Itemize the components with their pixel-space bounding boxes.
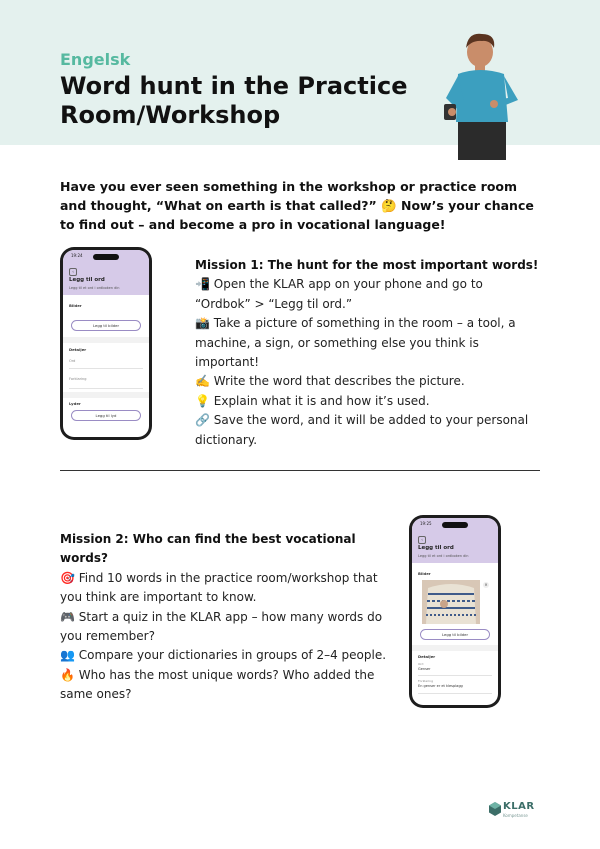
images-label: Bilder — [418, 571, 431, 576]
mission-1-title: Mission 1: The hunt for the most important words! — [195, 258, 539, 272]
back-icon[interactable]: ‹ — [418, 536, 426, 544]
intro-text: Have you ever seen something in the workshop or practice room and thought, “What on earth is that called?” 🤔 Now’s your chance to find out – and become a pro in vocational language! — [60, 179, 534, 232]
description-input[interactable]: Forklaring — [69, 377, 87, 381]
word-field-label: Ord — [418, 662, 424, 666]
header-band — [0, 0, 600, 145]
mission-1-step: 🔗 Save the word, and it will be added to your personal dictionary. — [195, 413, 529, 447]
sounds-label: Lyder — [69, 401, 81, 406]
mission-2-step: 🎮 Start a quiz in the KLAR app – how many words do you remember? — [60, 609, 383, 644]
phone-mockup-word-filled — [409, 515, 501, 708]
description-field-label: Forklaring — [418, 679, 433, 683]
klar-logo — [489, 801, 549, 821]
sweater-photo — [422, 580, 480, 624]
section-separator — [63, 392, 149, 398]
details-label: Detaljer — [418, 654, 436, 659]
phone-screen — [412, 518, 498, 705]
dynamic-island — [442, 522, 468, 528]
mission-2-step: 👥 Compare your dictionaries in groups of 2–4 people. — [60, 648, 387, 663]
mission-1 — [195, 256, 540, 450]
logo-mark-icon — [489, 802, 501, 816]
screen-subtitle: Legg til et ord i ordboken din — [418, 554, 469, 558]
phone-mockup-add-word — [60, 247, 152, 440]
mission-1-step: ✍️ Write the word that describes the picture. — [195, 374, 465, 389]
field-divider — [418, 693, 492, 694]
screen-subtitle: Legg til et ord i ordboken din — [69, 286, 120, 290]
person-illustration — [428, 26, 528, 160]
details-label: Detaljer — [69, 347, 87, 352]
phone-screen — [63, 250, 149, 437]
status-time: 19:24 — [71, 253, 83, 258]
remove-image-icon[interactable]: × — [484, 582, 488, 587]
images-label: Bilder — [69, 303, 82, 308]
mission-2-step: 🎯 Find 10 words in the practice room/workshop that you think are important to know. — [60, 570, 378, 605]
mission-2-step: 🔥 Who has the most unique words? Who added the same ones? — [60, 667, 375, 702]
mission-2 — [60, 530, 390, 705]
dynamic-island — [93, 254, 119, 260]
page-title: Word hunt in the Practice Room/Workshop — [60, 72, 408, 129]
mission-1-step: 💡 Explain what it is and how it’s used. — [195, 393, 430, 408]
screen-title: Legg til ord — [418, 545, 454, 551]
field-divider — [69, 368, 143, 369]
screen-title: Legg til ord — [69, 277, 105, 283]
description-input[interactable]: En genser er et klesplagg — [418, 684, 463, 688]
section-separator — [63, 337, 149, 343]
logo-name: KLAR — [503, 801, 535, 812]
add-sound-button[interactable]: Legg til lyd — [71, 410, 141, 421]
section-divider — [60, 470, 540, 471]
back-icon[interactable]: ‹ — [69, 268, 77, 276]
logo-tagline: Kompetanse — [503, 813, 528, 818]
status-time: 19:25 — [420, 521, 432, 526]
field-divider — [69, 388, 143, 389]
word-input[interactable]: Ord — [69, 359, 76, 363]
word-input[interactable]: Genser — [418, 667, 431, 671]
mission-2-title: Mission 2: Who can find the best vocational words? — [60, 532, 356, 566]
section-separator — [412, 645, 498, 651]
add-images-button[interactable]: Legg til bilder — [71, 320, 141, 331]
mission-1-step: 📸 Take a picture of something in the room – a tool, a machine, a sign, or something else you think is important! — [195, 316, 516, 370]
add-images-button[interactable]: Legg til bilder — [420, 629, 490, 640]
mission-1-step: 📲 Open the KLAR app on your phone and go to “Ordbok” > “Legg til ord.” — [195, 277, 483, 311]
field-divider — [418, 675, 492, 676]
subject-label: Engelsk — [60, 50, 131, 69]
